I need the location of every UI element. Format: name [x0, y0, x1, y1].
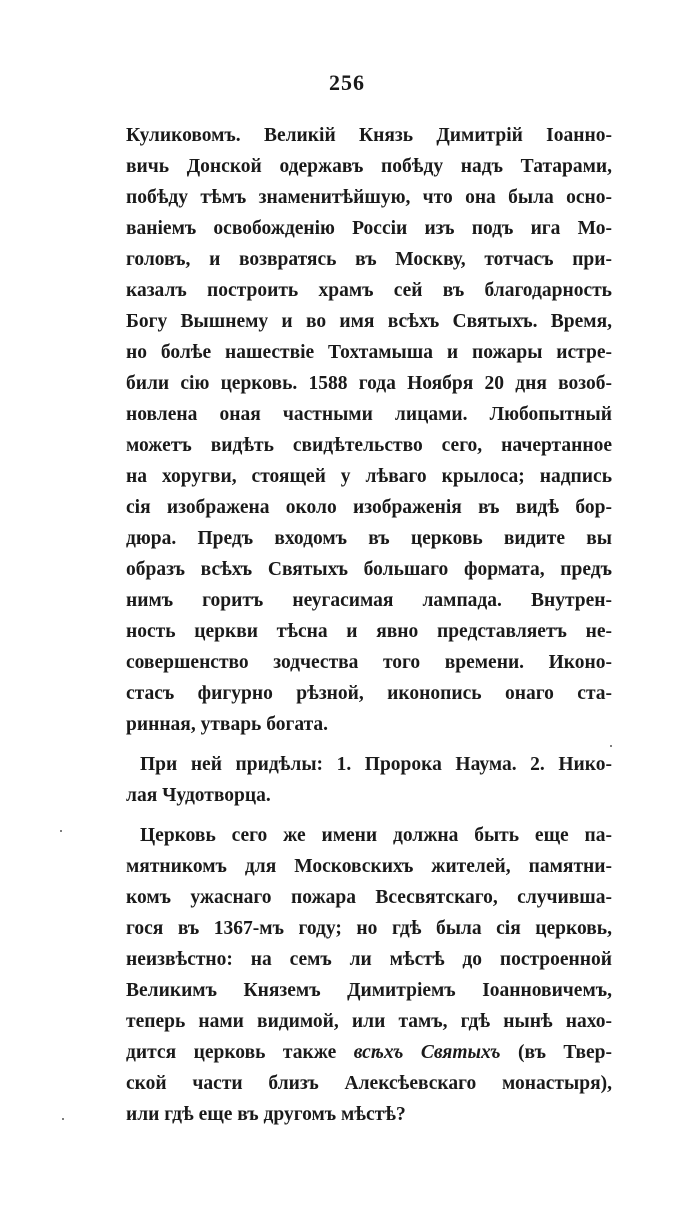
text-line: или гдѣ еще въ другомъ мѣстѣ? [126, 1104, 406, 1125]
text-segment: (въ Твер- [500, 1042, 612, 1063]
paragraph-2 [126, 749, 612, 811]
text-line [126, 1037, 612, 1068]
text-line: Великимъ Княземъ Димитріемъ Іоанновичемъ, [126, 980, 612, 1001]
paper-speck [610, 745, 612, 747]
text-line: ваніемъ освобожденію Россіи изъ подъ ига Мо- [126, 218, 612, 239]
text-segment: дится церковь также [126, 1042, 354, 1063]
text-line: мятникомъ для Московскихъ жителей, памятни- [126, 856, 612, 877]
paragraph-gap [126, 740, 612, 749]
text-line: новлена оная частными лицами. Любопытный [126, 404, 612, 425]
text-line: но болѣе нашествіе Тохтамыша и пожары истре- [126, 342, 612, 363]
text-line: неизвѣстно: на семъ ли мѣстѣ до построенной [126, 949, 612, 970]
text-line: били сію церковь. 1588 года Ноября 20 дня возоб- [126, 373, 612, 394]
text-line: можетъ видѣть свидѣтельство сего, начертанное [126, 435, 612, 456]
text-line: ность церкви тѣсна и явно представляетъ не- [126, 621, 612, 642]
text-line: ринная, утварь богата. [126, 714, 329, 735]
text-line: вичь Донской одержавъ побѣду надъ Татарами, [126, 156, 612, 177]
paper-speck [60, 830, 62, 832]
text-line: дюра. Предъ входомъ въ церковь видите вы [126, 528, 612, 549]
text-line: совершенство зодчества того времени. Иконо- [126, 652, 612, 673]
text-line: ской части близъ Алексѣевскаго монастыря), [126, 1073, 612, 1094]
text-line: казалъ построить храмъ сей въ благодарность [126, 280, 612, 301]
text-line: лая Чудотворца. [126, 785, 271, 806]
paragraph-gap [126, 811, 612, 820]
text-line: сія изображена около изображенія въ видѣ бор- [126, 497, 612, 518]
text-line: При ней придѣлы: 1. Пророка Наума. 2. Нико- [140, 754, 612, 775]
page-number: 256 [329, 70, 365, 95]
text-line: головъ, и возвратясь въ Москву, тотчасъ при- [126, 249, 612, 270]
text-line: комъ ужаснаго пожара Всесвятскаго, случивша- [126, 887, 612, 908]
text-line: нимъ горитъ неугасимая лампада. Внутрен- [126, 590, 612, 611]
paper-speck [62, 1118, 64, 1120]
text-line: на хоругви, стоящей у лѣваго крылоса; надпись [126, 466, 612, 487]
paragraph-1 [126, 120, 612, 740]
text-line: побѣду тѣмъ знаменитѣйшую, что она была осно- [126, 187, 612, 208]
paragraph-3 [126, 820, 612, 1130]
text-line: стасъ фигурно рѣзной, иконопись онаго ста- [126, 683, 612, 704]
italic-title: всѣхъ Святыхъ [353, 1042, 501, 1063]
text-line: Куликовомъ. Великій Князь Димитрій Іоанно- [126, 125, 612, 146]
text-line: Богу Вышнему и во имя всѣхъ Святыхъ. Время, [126, 311, 612, 332]
body-text [126, 120, 612, 1130]
text-line: Церковь сего же имени должна быть еще па- [140, 825, 612, 846]
text-line: гося въ 1367-мъ году; но гдѣ была сія церковь, [126, 918, 612, 939]
text-line: образъ всѣхъ Святыхъ большаго формата, предъ [126, 559, 612, 580]
text-line: теперь нами видимой, или тамъ, гдѣ нынѣ нахо- [126, 1011, 612, 1032]
